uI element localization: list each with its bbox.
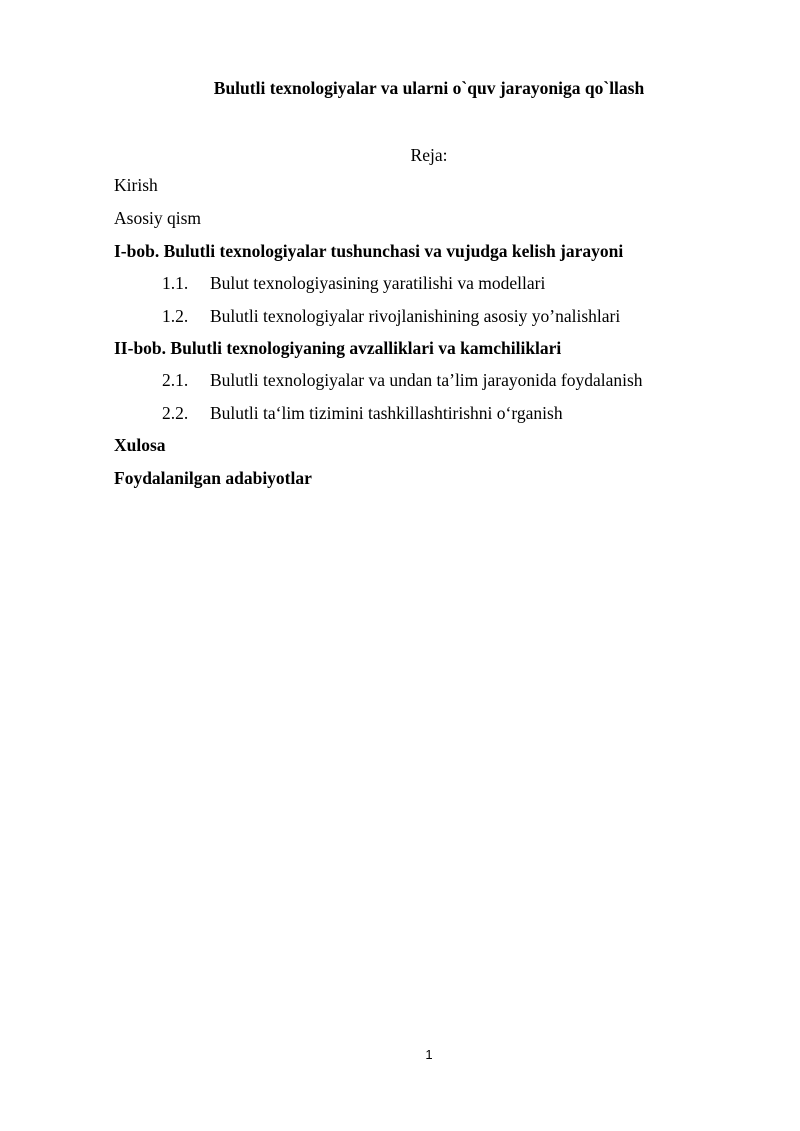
page-number: 1: [425, 1047, 433, 1062]
toc-conclusion: Xulosa: [114, 435, 166, 455]
section-title: Bulutli texnologiyalar rivojlanishining asosiy yo’nalishlari: [210, 306, 621, 326]
toc-section-2-2: [162, 401, 563, 425]
section-title: Bulutli ta‘lim tizimini tashkillashtirishni o‘rganish: [210, 403, 563, 423]
document-title: Bulutli texnologiyalar va ularni o`quv jarayoniga qo`llash: [213, 78, 645, 98]
section-number: 2.2.: [162, 403, 189, 423]
section-number: 2.1.: [162, 370, 189, 390]
section-title: Bulutli texnologiyalar va undan ta’lim jarayonida foydalanish: [210, 370, 643, 390]
toc-references: Foydalanilgan adabiyotlar: [114, 468, 312, 488]
toc-section-1-1: [162, 271, 545, 295]
toc-section-1-2: [162, 304, 620, 328]
toc-main-part: Asosiy qism: [114, 208, 202, 228]
section-number: 1.2.: [162, 306, 189, 326]
toc-section-2-1: [162, 368, 643, 392]
toc-intro: Kirish: [114, 175, 158, 195]
plan-heading: Reja:: [410, 145, 448, 165]
section-number: 1.1.: [162, 273, 189, 293]
toc-chapter-1: I-bob. Bulutli texnologiyalar tushunchasi va vujudga kelish jarayoni: [114, 241, 624, 261]
toc-chapter-2: II-bob. Bulutli texnologiyaning avzalliklari va kamchiliklari: [114, 338, 562, 358]
section-title: Bulut texnologiyasining yaratilishi va modellari: [210, 273, 546, 293]
